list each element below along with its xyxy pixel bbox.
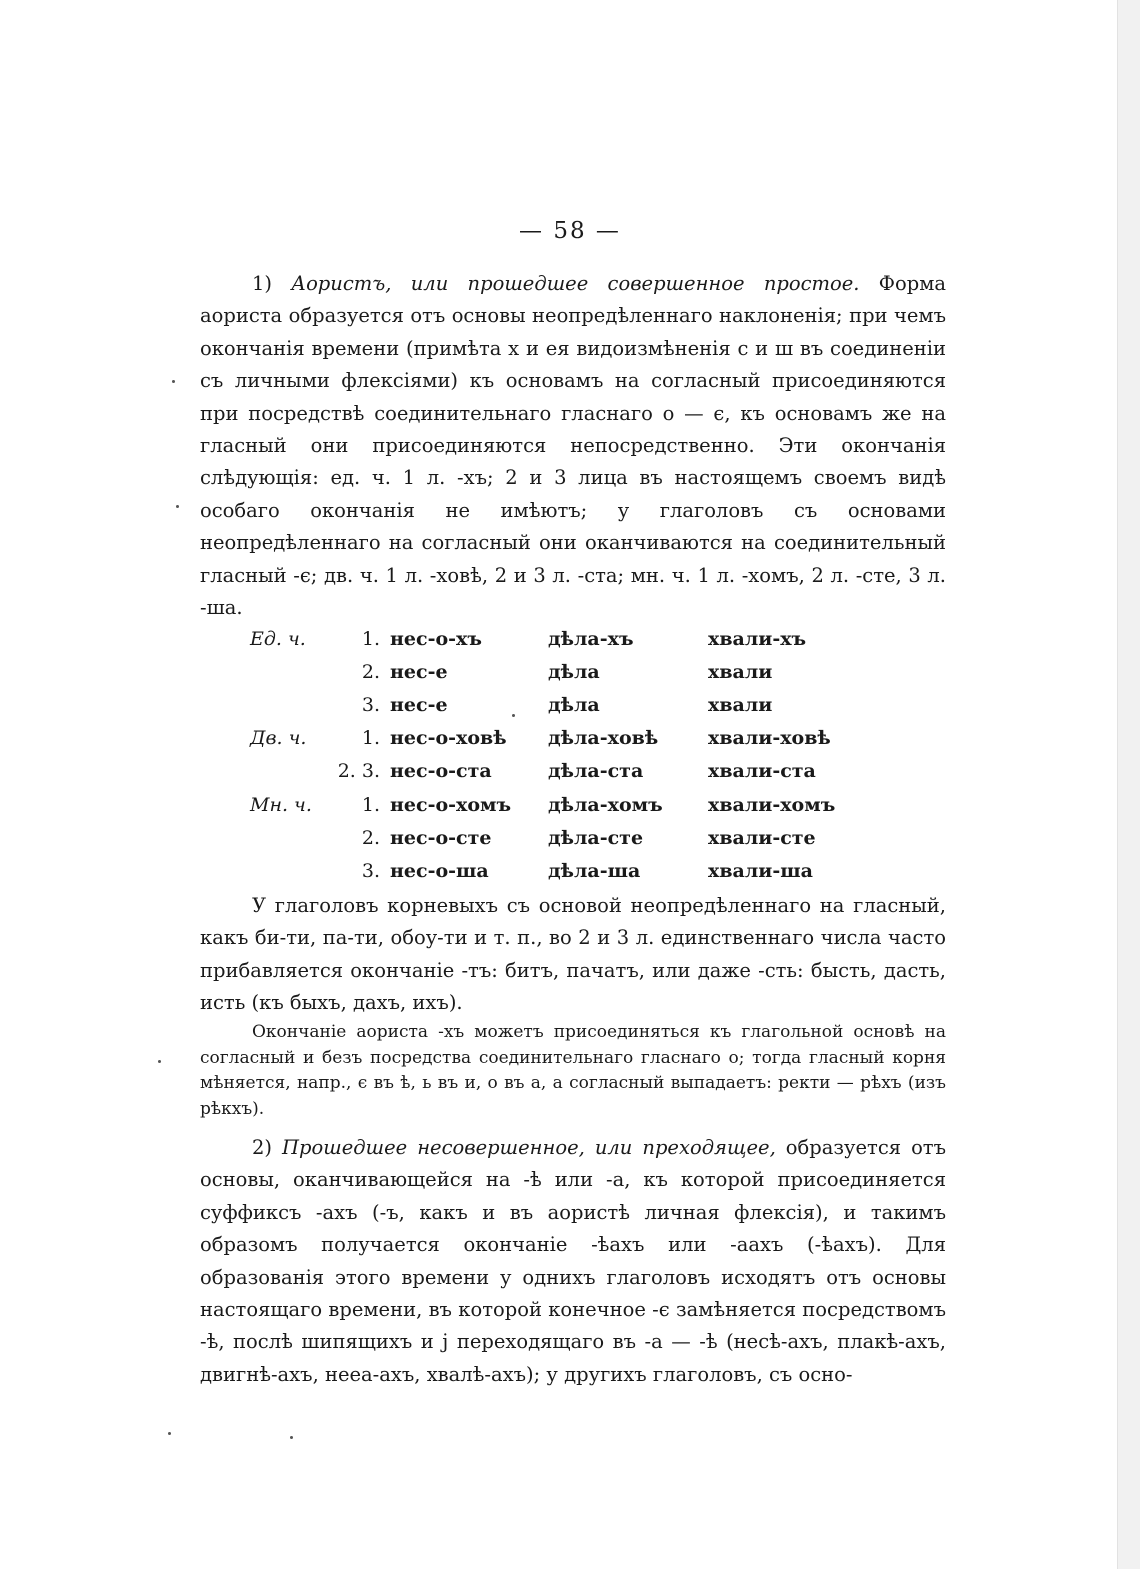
form-nesti: нес-о-хъ: [390, 627, 482, 650]
form-hvaliti: хвали-ста: [708, 760, 816, 783]
scan-speck: [290, 1436, 293, 1439]
form-nesti: нес-е: [390, 693, 448, 716]
section-imperfect: [200, 1132, 946, 1391]
section-number: 2): [252, 1136, 283, 1159]
form-hvaliti: хвали-сте: [708, 826, 816, 849]
person-number-label: Мн. ч.: [250, 793, 312, 816]
form-hvaliti: хвали-ша: [708, 859, 813, 882]
person-number-label: [250, 854, 322, 887]
form-delati: дѣла: [548, 693, 600, 716]
root-verbs-paragraph: У глаголовъ корневыхъ съ основой неопредѣленнаго на гласный, какъ би-ти, па-ти, обоу-ти и т. п., во 2 и 3 л. единственнаго числа часто прибавляется окончаніе -тъ: битъ, пачатъ, или даже -сть: бысть, дасть, исть (къ быхъ, дахъ, ихъ).: [200, 894, 946, 1015]
person-number: 2. 3.: [337, 760, 380, 783]
form-hvaliti: хвали-хомъ: [708, 793, 836, 816]
page-number: — 58 —: [519, 218, 621, 244]
person-number-label: [250, 755, 322, 788]
person-number: 3.: [361, 859, 380, 882]
section-root-verbs: [200, 890, 946, 1020]
form-nesti: нес-о-ша: [390, 859, 489, 882]
form-hvaliti: хвали-ховѣ: [708, 727, 831, 750]
form-hvaliti: хвали: [708, 693, 773, 716]
person-number: 1.: [361, 727, 380, 750]
scan-speck: [172, 380, 175, 383]
conjugation-row: [250, 788, 835, 821]
imperfect-paragraph: [200, 1132, 946, 1391]
conjugation-row: [250, 854, 835, 887]
scan-speck: [176, 505, 179, 508]
scan-speck: [158, 1060, 161, 1063]
form-delati: дѣла: [548, 660, 600, 683]
conjugation-table: [250, 622, 835, 888]
person-number: 1.: [361, 793, 380, 816]
person-number-label: Ед. ч.: [250, 627, 306, 650]
conjugation-row: [250, 722, 835, 755]
person-number: 2.: [361, 826, 380, 849]
form-nesti: нес-о-хомъ: [390, 793, 512, 816]
scan-speck: [512, 714, 515, 717]
aorist-paragraph: [200, 268, 946, 624]
section-heading: Аористъ, или прошедшее совершенное простое.: [291, 272, 860, 295]
note-paragraph: Окончаніе аориста -хъ можетъ присоединяться къ глагольной основѣ на согласный и безъ посредства соединительнаго гласнаго о; тогда гласный корня мѣняется, напр., є въ ѣ, ь въ и, о въ а, а согласный выпадаетъ: ректи — рѣхъ (изъ рѣкхъ).: [200, 1022, 946, 1119]
form-nesti: нес-о-ховѣ: [390, 727, 507, 750]
person-number: 1.: [361, 627, 380, 650]
conjugation-row: [250, 622, 835, 655]
conjugation-row: [250, 821, 835, 854]
section-body: образуется отъ основы, оканчивающейся на -ѣ или -а, къ которой присоединяется суффиксъ -ахъ (-ъ, какъ и въ аористѣ личная флексія), и такимъ образомъ получается окончаніе -ѣахъ или -аахъ (-ѣахъ). Для образованія этого времени у однихъ глаголовъ исходятъ отъ основы настоящаго времени, въ которой конечное -є замѣняется посредствомъ -ѣ, послѣ шипящихъ и j переходящаго въ -а — -ѣ (несѣ-ахъ, плакѣ-ахъ, двигнѣ-ахъ, нееа-ахъ, хвалѣ-ахъ); у другихъ глаголовъ, съ осно-: [200, 1136, 947, 1386]
person-number: 2.: [361, 660, 380, 683]
scan-speck: [168, 1432, 171, 1435]
person-number-label: Дв. ч.: [250, 727, 307, 750]
form-nesti: нес-о-сте: [390, 826, 492, 849]
form-delati: дѣла-хъ: [548, 627, 634, 650]
form-nesti: нес-о-ста: [390, 760, 492, 783]
conjugation-row: [250, 755, 835, 788]
person-number-label: [250, 655, 322, 688]
form-delati: дѣла-сте: [548, 826, 644, 849]
section-number: 1): [252, 272, 292, 295]
person-number-label: [250, 821, 322, 854]
form-hvaliti: хвали-хъ: [708, 627, 807, 650]
person-number-label: [250, 688, 322, 721]
form-nesti: нес-е: [390, 660, 448, 683]
section-body: Форма аориста образуется отъ основы неопредѣленнаго наклоненія; при чемъ окончанія времени (примѣта х и ея видоизмѣненія с и ш въ соединеніи съ личными флексіями) къ основамъ на согласный присоединяются при посредствѣ соединительнаго гласнаго о — є, къ основамъ же на гласный они присоединяются непосредственно. Эти окончанія слѣдующія: ед. ч. 1 л. -хъ; 2 и 3 лица въ настоящемъ своемъ видѣ особаго окончанія не имѣютъ; у глаголовъ съ основами неопредѣленнаго на согласный они оканчиваются на соединительный гласный -є; дв. ч. 1 л. -ховѣ, 2 и 3 л. -ста; мн. ч. 1 л. -хомъ, 2 л. -сте, 3 л. -ша.: [200, 272, 947, 620]
form-delati: дѣла-хомъ: [548, 793, 663, 816]
section-heading: Прошедшее несовершенное, или преходящее,: [282, 1136, 776, 1159]
conjugation-row: [250, 655, 835, 688]
conjugation-row: [250, 688, 835, 721]
form-delati: дѣла-ста: [548, 760, 644, 783]
section-note: [200, 1020, 946, 1122]
form-delati: дѣла-ховѣ: [548, 727, 659, 750]
form-delati: дѣла-ша: [548, 859, 641, 882]
section-aorist: [200, 268, 946, 624]
form-hvaliti: хвали: [708, 660, 773, 683]
person-number: 3.: [361, 693, 380, 716]
